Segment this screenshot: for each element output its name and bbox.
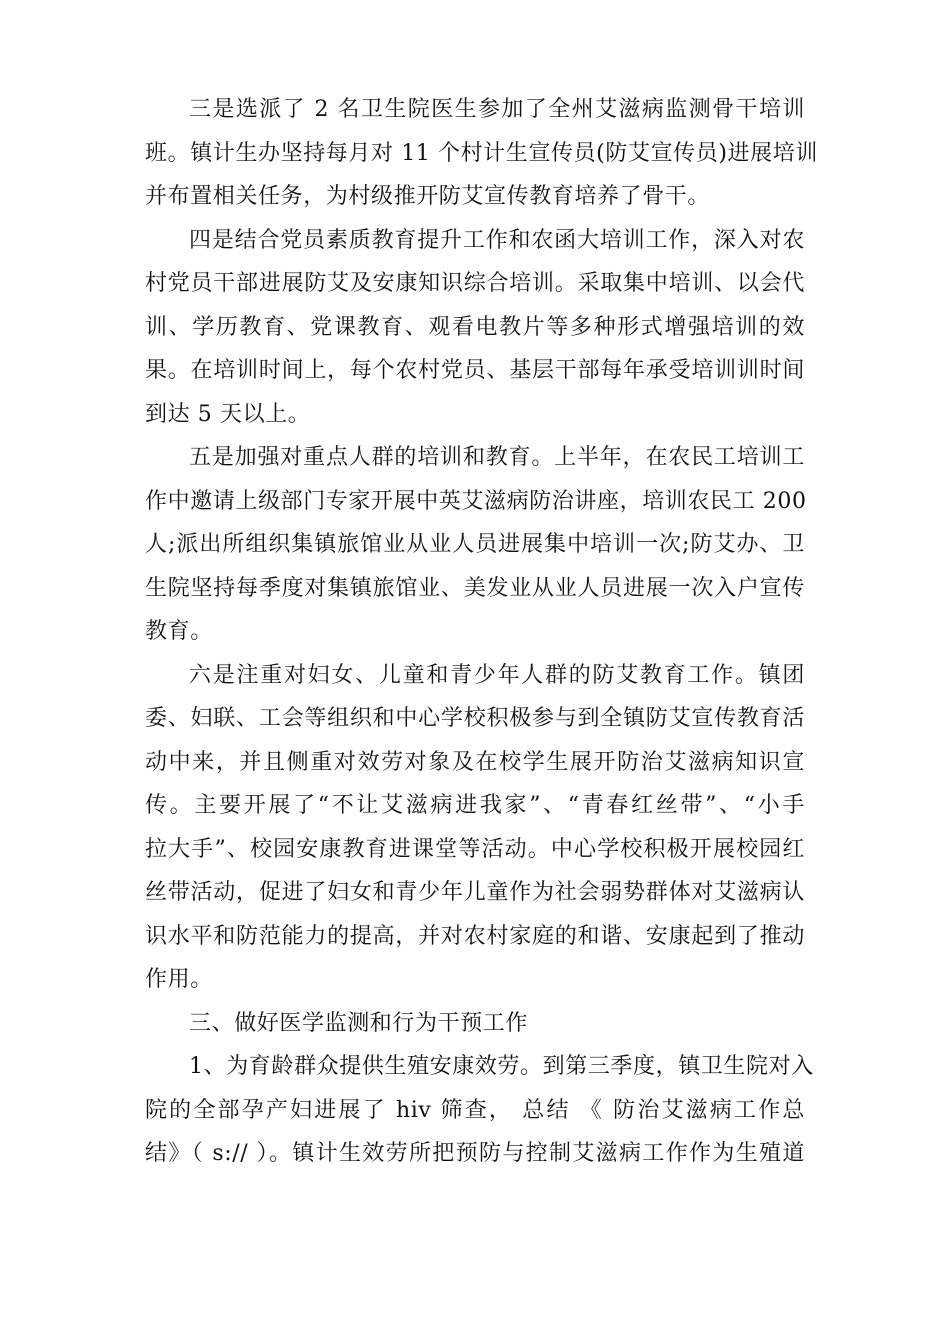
text-line: 三是选派了 2 名卫生院医生参加了全州艾滋病监测骨干培训 [189,97,805,122]
text-line: 识水平和防范能力的提高，并对农村家庭的和谐、安康起到了推动 [145,923,805,949]
text-line: 并布置相关任务，为村级推开防艾宣传教育培养了骨干。 [145,184,711,209]
text-line: 生院坚持每季度对集镇旅馆业、美发业从业人员进展一次入户宣传 [145,575,805,601]
text-line: 人;派出所组织集镇旅馆业从业人员进展集中培训一次;防艾办、卫 [145,532,805,557]
text-line: 拉大手”、校园安康教育进课堂等活动。中心学校积极开展校园红 [145,836,805,862]
text-line: 果。在培训时间上，每个农村党员、基层干部每年承受培训训时间 [145,358,805,383]
text-line: 村党员干部进展防艾及安康知识综合培训。采取集中培训、以会代 [145,271,805,296]
text-line: 作用。 [145,967,213,992]
text-line: 院的全部孕产妇进展了 hiv 筛查， 总结 《 防治艾滋病工作总 [145,1097,805,1123]
text-line: 结》（ s:// ）。镇计生效劳所把预防与控制艾滋病工作作为生殖道 [145,1141,805,1166]
text-line: 教育。 [145,619,213,644]
text-line: 委、妇联、工会等组织和中心学校积极参与到全镇防艾宣传教育活 [145,706,805,731]
text-line: 三、做好医学监测和行为干预工作 [189,1010,529,1036]
text-line: 传。主要开展了“不让艾滋病进我家”、“青春红丝带”、“小手 [145,793,805,818]
text-line: 到达 5 天以上。 [145,401,311,427]
text-line: 1、为育龄群众提供生殖安康效劳。到第三季度，镇卫生院对入 [189,1054,814,1079]
document-body [145,88,818,1176]
text-line: 五是加强对重点人群的培训和教育。上半年，在农民工培训工 [189,445,805,470]
text-line: 四是结合党员素质教育提升工作和农函大培训工作，深入对农 [189,227,805,253]
text-line: 班。镇计生办坚持每月对 11 个村计生宣传员(防艾宣传员)进展培训 [145,140,818,166]
text-line: 训、学历教育、党课教育、观看电教片等多种形式增强培训的效 [145,314,805,340]
text-line: 丝带活动，促进了妇女和青少年儿童作为社会弱势群体对艾滋病认 [145,880,805,905]
text-line: 动中来，并且侧重对效劳对象及在校学生展开防治艾滋病知识宣 [145,749,805,775]
text-line: 作中邀请上级部门专家开展中英艾滋病防治讲座，培训农民工 200 [145,488,807,514]
text-line: 六是注重对妇女、儿童和青少年人群的防艾教育工作。镇团 [189,662,805,688]
